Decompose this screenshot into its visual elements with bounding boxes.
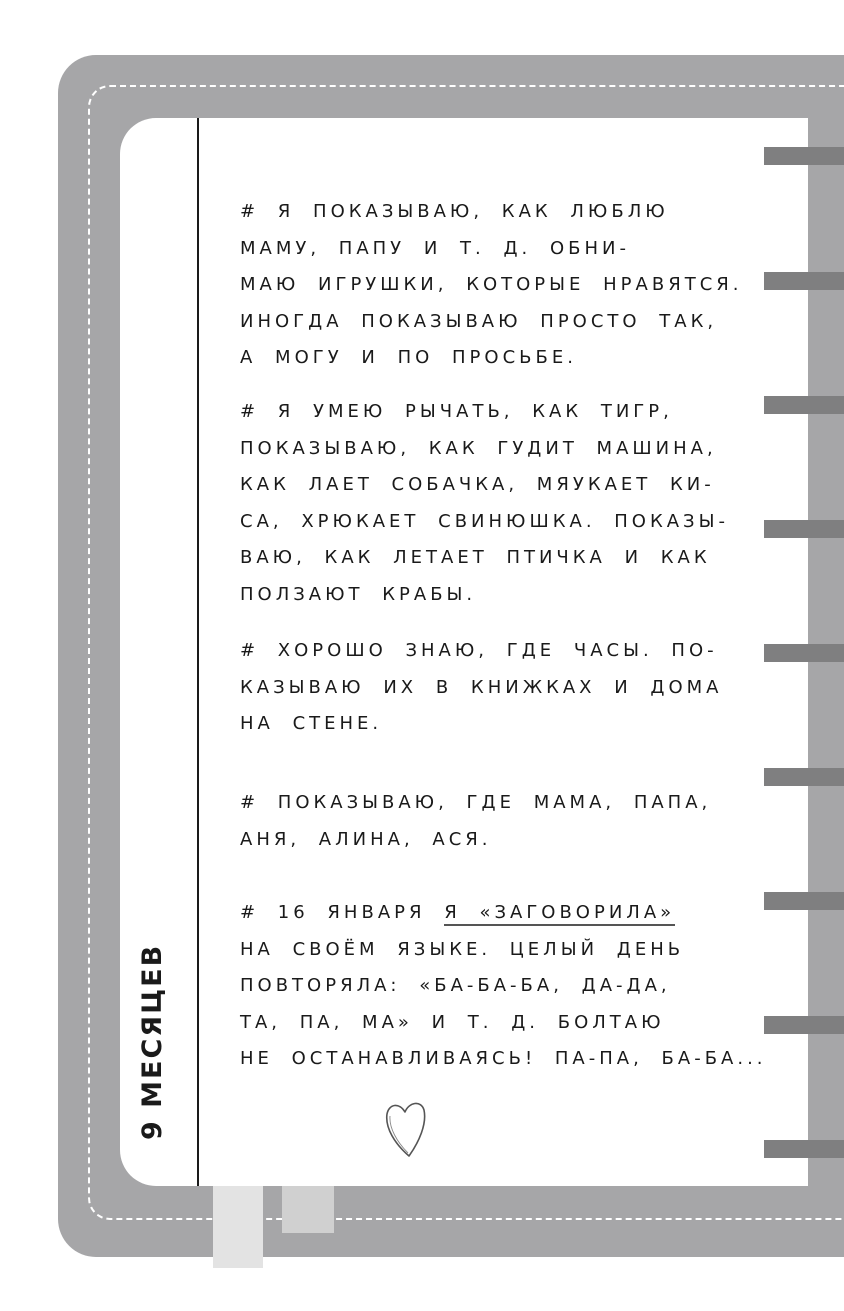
binder-ring bbox=[764, 147, 844, 165]
entry-line: # Я ПОКАЗЫВАЮ, КАК ЛЮБЛЮ bbox=[240, 201, 669, 222]
binder-ring bbox=[764, 520, 844, 538]
heart-doodle-icon bbox=[383, 1100, 429, 1158]
entry-line: КАК ЛАЕТ СОБАЧКА, МЯУКАЕТ КИ- bbox=[240, 474, 715, 495]
binder-ring bbox=[764, 1140, 844, 1158]
binder-ring bbox=[764, 644, 844, 662]
bookmark-ribbon[interactable] bbox=[213, 1186, 263, 1268]
diary-entry bbox=[240, 895, 767, 1078]
binder-ring bbox=[764, 892, 844, 910]
binder-ring bbox=[764, 272, 844, 290]
entry-line: НА СТЕНЕ. bbox=[240, 713, 383, 734]
entry-line: КАЗЫВАЮ ИХ В КНИЖКАХ И ДОМА bbox=[240, 676, 723, 698]
binder-ring bbox=[764, 1016, 844, 1034]
entry-line: # ХОРОШО ЗНАЮ, ГДЕ ЧАСЫ. ПО- bbox=[240, 640, 718, 661]
binder-ring bbox=[764, 768, 844, 786]
diary-entry bbox=[240, 785, 711, 858]
diary-entry bbox=[240, 394, 729, 613]
entry-line: ПОЛЗАЮТ КРАБЫ. bbox=[240, 583, 477, 605]
entry-line: СА, ХРЮКАЕТ СВИНЮШКА. ПОКАЗЫ- bbox=[240, 510, 729, 532]
entry-line: ПОКАЗЫВАЮ, КАК ГУДИТ МАШИНА, bbox=[240, 437, 717, 459]
diary-entry bbox=[240, 633, 723, 743]
month-label: 9 МЕСЯЦЕВ bbox=[137, 943, 168, 1140]
entry-line: ПОВТОРЯЛА: «БА-БА-БА, ДА-ДА, bbox=[240, 975, 671, 996]
bookmark-ribbon[interactable] bbox=[282, 1186, 334, 1233]
entry-line: # ПОКАЗЫВАЮ, ГДЕ МАМА, ПАПА, bbox=[240, 792, 712, 813]
entry-line: МАЮ ИГРУШКИ, КОТОРЫЕ НРАВЯТСЯ. bbox=[240, 274, 743, 295]
entry-line: ИНОГДА ПОКАЗЫВАЮ ПРОСТО ТАК, bbox=[240, 310, 718, 332]
page-margin-line bbox=[197, 118, 199, 1186]
entry-line: ВАЮ, КАК ЛЕТАЕТ ПТИЧКА И КАК bbox=[240, 547, 711, 568]
entry-line: А МОГУ И ПО ПРОСЬБЕ. bbox=[240, 347, 577, 368]
binder-ring bbox=[764, 396, 844, 414]
entry-line: # Я УМЕЮ РЫЧАТЬ, КАК ТИГР, bbox=[240, 401, 673, 422]
entry-line: МАМУ, ПАПУ И Т. Д. ОБНИ- bbox=[240, 237, 631, 259]
entry-line bbox=[240, 895, 767, 932]
entry-line-prefix: # 16 ЯНВАРЯ bbox=[240, 902, 445, 923]
entry-line: НА СВОЁМ ЯЗЫКЕ. ЦЕЛЫЙ ДЕНЬ bbox=[240, 938, 685, 960]
entry-line: ТА, ПА, МА» И Т. Д. БОЛТАЮ bbox=[240, 1011, 665, 1033]
diary-entry bbox=[240, 194, 743, 377]
entry-line: НЕ ОСТАНАВЛИВАЯСЬ! ПА-ПА, БА-БА... bbox=[240, 1048, 767, 1069]
underlined-phrase: Я «ЗАГОВОРИЛА» bbox=[444, 902, 675, 926]
entry-line: АНЯ, АЛИНА, АСЯ. bbox=[240, 828, 492, 850]
